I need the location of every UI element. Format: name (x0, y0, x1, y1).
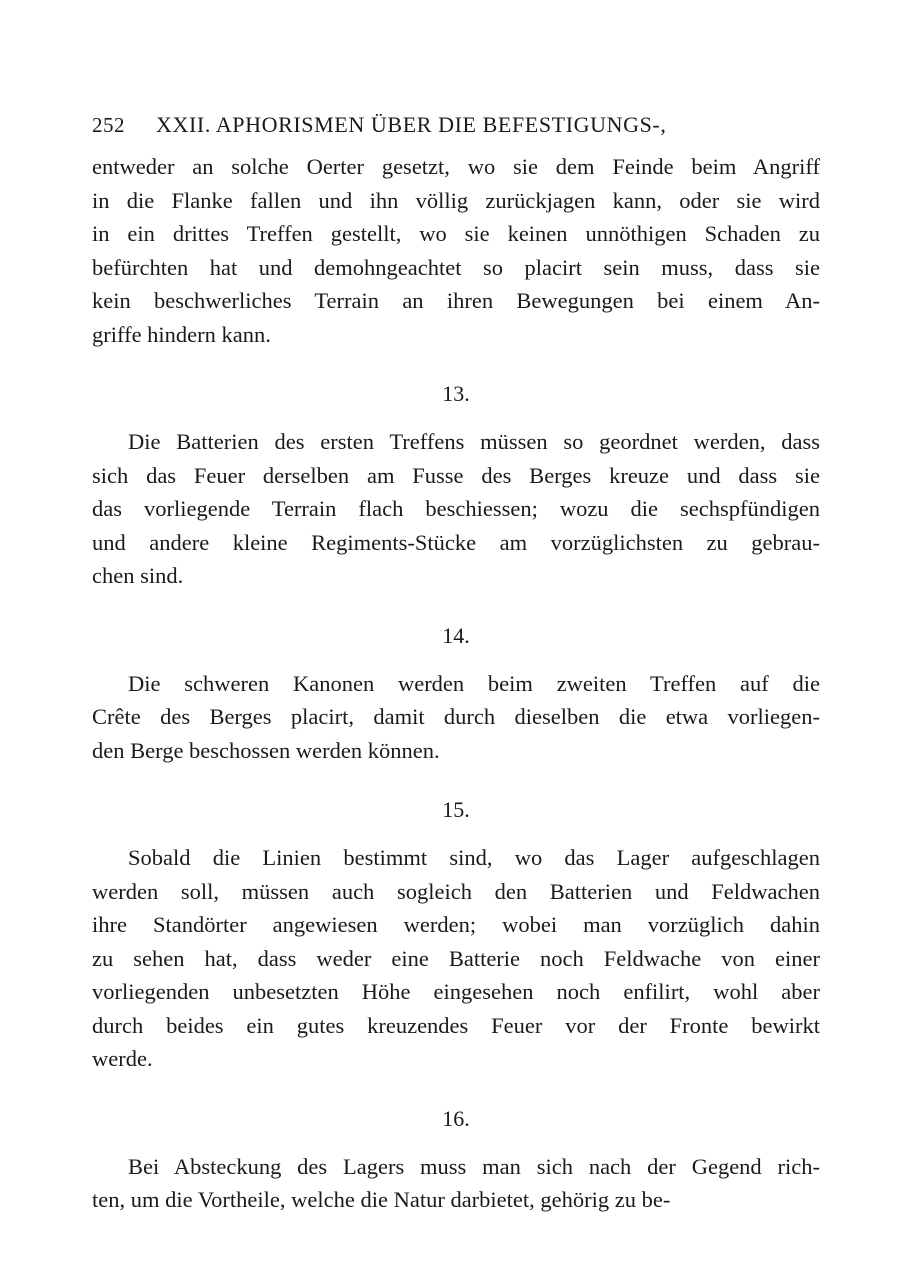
text-line: den Berge beschossen werden können. (92, 737, 440, 763)
text-line: in die Flanke fallen und ihn völlig zurückjagen kann, oder sie wird (92, 187, 820, 213)
paragraph (92, 667, 820, 768)
body-text (92, 150, 820, 1217)
text-line: zu sehen hat, dass weder eine Batterie noch Feldwache von einer (92, 945, 820, 971)
section-number: 16. (442, 1105, 470, 1131)
section-number: 14. (442, 622, 470, 648)
text-line: durch beides ein gutes kreuzendes Feuer vor der Fronte bewirkt (92, 1012, 820, 1038)
text-line: kein beschwerliches Terrain an ihren Bewegungen bei einem An- (92, 288, 820, 313)
section-number: 13. (442, 381, 470, 406)
text-line: vorliegenden unbesetzten Höhe eingesehen noch enfilirt, wohl aber (92, 979, 820, 1004)
text-line: das vorliegende Terrain flach beschiessen; wozu die sechspfündigen (92, 496, 820, 521)
text-line: griffe hindern kann. (92, 321, 271, 347)
text-line: Die Batterien des ersten Treffens müssen so geordnet werden, dass (128, 429, 820, 454)
text-line: Sobald die Linien bestimmt sind, wo das Lager aufgeschlagen (128, 845, 820, 870)
text-line: Die schweren Kanonen werden beim zweiten Treffen auf die (128, 670, 820, 696)
text-line: ihre Standörter angewiesen werden; wobei man vorzüglich dahin (92, 912, 820, 937)
text-line: Bei Absteckung des Lagers muss man sich nach der Gegend rich- (128, 1153, 820, 1179)
text-line: Crête des Berges placirt, damit durch dieselben die etwa vorliegen- (92, 704, 820, 729)
paragraph (92, 1150, 820, 1217)
page (92, 112, 820, 1217)
text-line: werde. (92, 1046, 153, 1071)
text-line: chen sind. (92, 563, 184, 588)
section-number: 15. (442, 797, 470, 822)
text-line: befürchten hat und demohngeachtet so placirt sein muss, dass sie (92, 254, 820, 280)
paragraph (92, 841, 820, 1076)
paragraph (92, 425, 820, 593)
paragraph (92, 150, 820, 351)
text-line: und andere kleine Regiments-Stücke am vorzüglichsten zu gebrau- (92, 529, 820, 555)
text-line: sich das Feuer derselben am Fusse des Berges kreuze und dass sie (92, 462, 820, 488)
text-line: in ein drittes Treffen gestellt, wo sie keinen unnöthigen Schaden zu (92, 221, 820, 246)
page-number: 252 (92, 113, 125, 137)
text-line: werden soll, müssen auch sogleich den Batterien und Feldwachen (92, 878, 820, 904)
text-line: ten, um die Vortheile, welche die Natur darbietet, gehörig zu be- (92, 1187, 671, 1212)
text-line: entweder an solche Oerter gesetzt, wo sie dem Feinde beim Angriff (92, 154, 820, 179)
running-head (92, 112, 820, 138)
running-head-title: XXII. APHORISMEN ÜBER DIE BEFESTIGUNGS-, (156, 112, 667, 137)
